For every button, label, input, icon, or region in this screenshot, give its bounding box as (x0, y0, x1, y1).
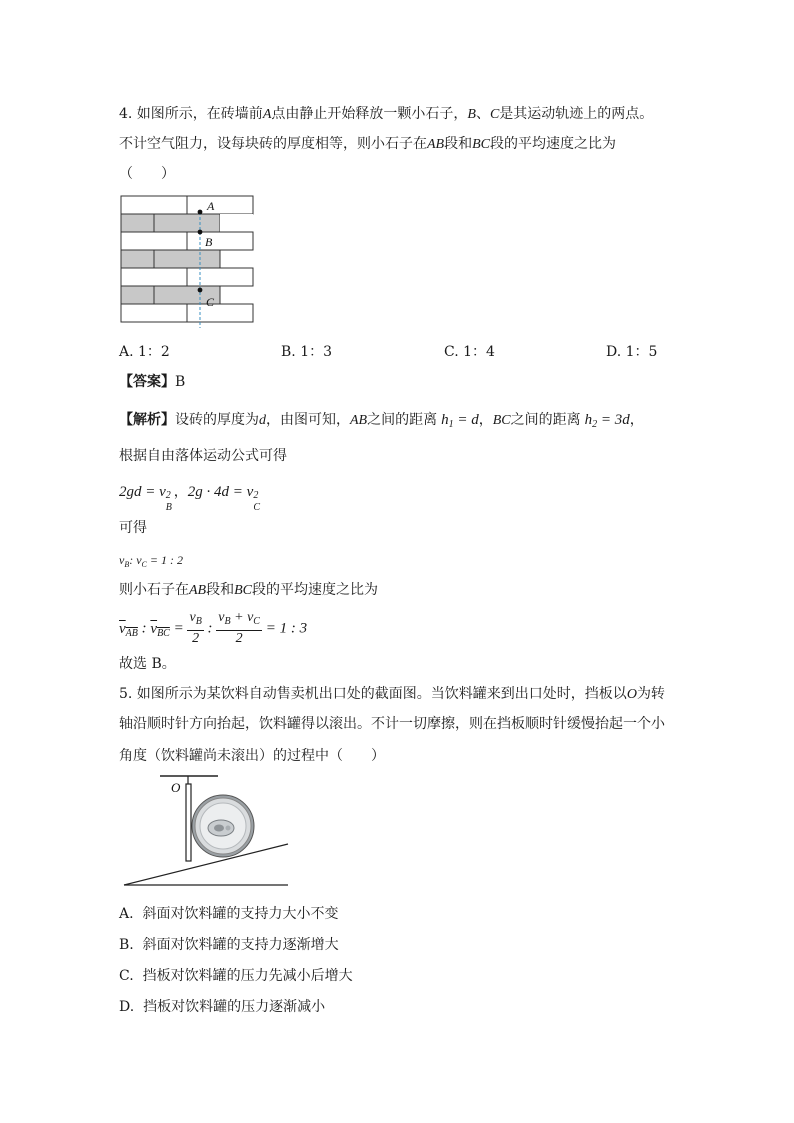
avg-eq: = (169, 620, 188, 637)
brick (121, 268, 187, 286)
h2-rhs: = 3d (597, 412, 630, 428)
option-letter: A. (119, 906, 134, 922)
avg-v-ab (119, 621, 138, 637)
ratio-eq (119, 553, 183, 567)
q4-formula1 (119, 482, 261, 513)
analysis-label: 【解析】 (119, 412, 175, 428)
point-c (198, 288, 203, 293)
q4-answer-paren (119, 164, 175, 184)
brick (121, 196, 187, 214)
text: 之间的距离 (367, 412, 438, 428)
formula-vb (119, 484, 174, 513)
q5-option-a[interactable] (119, 904, 338, 924)
q5-stem-line2: 轴沿顺时针方向抬起，饮料罐得以滚出。不计一切摩擦，则在挡板顺时针缓慢抬起一个小 (119, 716, 665, 732)
q4-text: 段和 (444, 136, 473, 152)
segment-ab-ref: AB (189, 583, 207, 598)
brick-gap (220, 214, 253, 232)
q4-text: 是其运动轨迹上的两点。 (499, 106, 654, 122)
q4-analysis-line1 (119, 410, 644, 435)
q5-stem-line1 (119, 684, 665, 705)
avg-result: = 1 : 3 (261, 620, 308, 637)
text: ， (629, 412, 644, 428)
brick (121, 232, 187, 250)
brick (154, 250, 220, 268)
q4-answer (119, 372, 185, 392)
q4-option-c[interactable]: C. 1：4 (444, 344, 495, 360)
segment-ab-ref: AB (427, 137, 445, 152)
f1a-sup: 2 (165, 490, 171, 501)
brick (187, 232, 253, 250)
brick (187, 304, 253, 322)
q4-stem-line1 (119, 104, 653, 125)
option-text: 挡板对饮料罐的压力逐渐减小 (143, 999, 326, 1015)
q4-text: 不计空气阻力，设每块砖的厚度相等，则小石子在 (119, 136, 427, 152)
ratio-mid: : v (129, 553, 142, 567)
text: 则小石子在 (119, 582, 189, 598)
frac1-den: 2 (192, 631, 200, 646)
q4-stem-line2 (119, 134, 616, 155)
avg-colon: : (137, 620, 151, 637)
q4-analysis-line2: 根据自由落体运动公式可得 (119, 448, 287, 464)
avg-v-ab-over (119, 621, 138, 637)
option-letter: B. (119, 937, 134, 953)
text: 段的平均速度之比为 (252, 582, 378, 598)
avg-sub2: BC (157, 627, 170, 639)
h1-sub: 1 (448, 419, 454, 430)
q4-text: 点由静止开始释放一颗小石子， (271, 106, 468, 122)
ratio-rhs: = 1 : 2 (146, 553, 183, 567)
text: ， (478, 412, 493, 428)
f1c-sub: C (253, 502, 260, 513)
option-letter: D. (119, 999, 135, 1015)
frac1-v: v (189, 610, 196, 625)
avg-v2: v (150, 620, 158, 637)
h2-equation (585, 412, 630, 428)
point-b (198, 230, 203, 235)
segment-ab-ref: AB (350, 413, 368, 428)
q4-conclusion: 故选 B。 (119, 656, 176, 672)
option-text: 挡板对饮料罐的压力先减小后增大 (142, 968, 353, 984)
label-o: O (171, 780, 181, 795)
frac2-num (216, 610, 262, 631)
brick (121, 214, 154, 232)
var-d: d (259, 413, 266, 428)
label-a: A (207, 199, 215, 213)
frac2-plus: + v (230, 610, 254, 625)
comma: ， (173, 484, 188, 500)
brick (187, 268, 253, 286)
q4-ratio (119, 550, 183, 575)
point-a-ref: A (262, 107, 272, 122)
f1c: 2g · 4d = v (187, 484, 254, 500)
frac1-num (187, 610, 203, 631)
frac2-sub1: B (224, 616, 231, 627)
q4-analysis-line3 (119, 580, 378, 601)
h1-symbol: h (441, 412, 449, 428)
avg-v-bc-over (150, 621, 169, 637)
q4-text: 4. 如图所示，在砖墙前 (119, 106, 263, 122)
text: 5. 如图所示为某饮料自动售卖机出口处的截面图。当饮料罐来到出口处时，挡板以 (119, 686, 627, 702)
q4-avg-formula (119, 610, 307, 646)
brick-wall-figure (118, 193, 258, 333)
can-rivet (226, 826, 231, 831)
h1-rhs: = d (453, 412, 479, 428)
can-tab-hole (214, 825, 224, 832)
ratio-sub1: B (124, 560, 130, 569)
brick (154, 214, 220, 232)
formula-vc (187, 484, 262, 513)
avg-v1: v (119, 620, 126, 637)
brick (187, 196, 253, 214)
avg-v-bc (150, 621, 169, 637)
text: 段和 (206, 582, 235, 598)
option-letter: C. (119, 968, 134, 984)
answer-value: B (175, 374, 186, 390)
q5-option-c[interactable] (119, 966, 353, 986)
text: 设砖的厚度为 (175, 412, 259, 428)
baffle-plate (186, 784, 191, 861)
option-text: 斜面对饮料罐的支持力大小不变 (142, 906, 339, 922)
label-b: B (205, 235, 213, 249)
h2-sub: 2 (592, 419, 598, 430)
f1c-sup: 2 (253, 490, 259, 501)
h1-equation (441, 412, 479, 428)
q5-option-d[interactable] (119, 997, 325, 1017)
h2-symbol: h (584, 412, 593, 428)
q4-kede: 可得 (119, 520, 147, 536)
q4-text: 段的平均速度之比为 (490, 136, 616, 152)
segment-bc-ref: BC (472, 137, 490, 152)
f1a: 2gd = v (119, 484, 166, 500)
brick (121, 304, 187, 322)
text: 为转 (636, 686, 665, 702)
answer-label: 【答案】 (119, 374, 175, 390)
vending-outlet-figure (120, 772, 292, 890)
fraction-vb-2 (187, 610, 203, 647)
avg-colon-2: : (203, 620, 217, 637)
ratio-v1: v (119, 553, 125, 567)
segment-bc-ref: BC (234, 583, 252, 598)
point-a (198, 210, 203, 215)
q4-option-a[interactable]: A. 1：2 (119, 344, 170, 360)
point-c-ref: C (489, 107, 500, 122)
q4-text: 、 (475, 106, 490, 122)
label-c: C (206, 295, 215, 309)
text: 之间的距离 (510, 412, 581, 428)
avg-sub1: AB (125, 627, 138, 639)
frac1-sub: B (195, 616, 202, 627)
point-b-ref: B (467, 107, 476, 122)
frac2-v: v (218, 610, 225, 625)
q5-stem-line3: 角度（饮料罐尚未滚出）的过程中（ ） (119, 748, 385, 764)
fraction-vbvc-2 (216, 610, 262, 647)
frac2-den: 2 (235, 631, 243, 646)
f1a-sub: B (165, 502, 172, 513)
brick (121, 286, 154, 304)
q4-option-d[interactable]: D. 1：5 (606, 344, 658, 360)
brick (121, 250, 154, 268)
segment-bc-ref: BC (492, 413, 511, 428)
q4-option-b[interactable]: B. 1：3 (281, 344, 333, 360)
point-o-ref: O (626, 687, 637, 702)
text: ，由图可知， (266, 412, 350, 428)
ratio-sub2: C (141, 560, 147, 569)
paren: （ ） (119, 166, 175, 182)
option-text: 斜面对饮料罐的支持力逐渐增大 (142, 937, 339, 953)
q5-option-b[interactable] (119, 935, 339, 955)
frac2-sub2: C (253, 616, 260, 627)
